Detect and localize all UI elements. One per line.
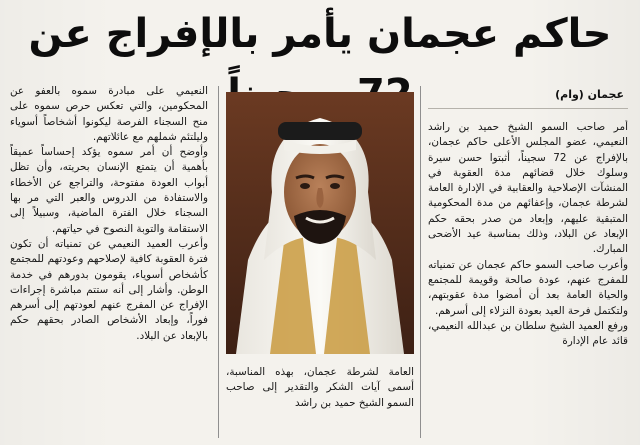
article-column-left	[10, 84, 208, 438]
paragraph: أمر صاحب السمو الشيخ حميد بن راشد النعيمي، عضو المجلس الأعلى حاكم عجمان، بالإفراج عن 72 سجيناً، أثبتوا حسن سيرة وسلوك خلال قضائهم مدة العقوبة في المنشآت الإصلاحية والعقابية في الإدارة العامة لشرطة عجمان، وإعفائهم من مدة المحكومية المتبقية عليهم، وإبعاد من صدر بحقه حكم الإبعاد عن البلاد، وذلك بمناسبة عيد الأضحى المبارك.	[428, 121, 628, 256]
paragraph: ورفع العميد الشيخ سلطان بن عبدالله النعيمي، قائد عام الإدارة	[428, 319, 628, 348]
headline: حاكم عجمان يأمر بالإفراج عن	[28, 11, 612, 57]
byline-rule	[428, 108, 628, 109]
portrait-photo	[226, 92, 414, 354]
portrait-illustration	[226, 92, 414, 354]
column-divider-right	[420, 86, 421, 438]
column-divider-left	[218, 86, 219, 438]
paragraph: العامة لشرطة عجمان، بهذه المناسبة، أسمى آيات الشكر والتقدير إلى صاحب السمو الشيخ حميد بن راشد	[226, 366, 414, 409]
paragraph: وأوضح أن أمر سموه يؤكد إحساساً عميقاً بأهمية أن يتمتع الإنسان بحريته، وأن تظل أبواب العودة مفتوحة، والتراجع عن الأخطاء والاستفادة من الدروس والعبر التي مر بها السجناء خلال الفترة الماضية، وسبيلاً إلى الاستقامة والتوبة النصوح في حياتهم.	[10, 146, 208, 235]
paragraph: وأعرب العميد النعيمي عن تمنياته أن تكون فترة العقوبة كافية لإصلاحهم وعودتهم للمجتمع كأشخاص أسوياء، يقومون بدورهم في خدمة الوطن. وأشار إلى أنه ستتم مباشرة إجراءات الإفراج عن المفرج عنهم لعودتهم إلى أسرهم فوراً، وإبعاد الأشخاص الصادر بحقهم حكم بالإبعاد عن البلاد.	[10, 237, 208, 342]
article-column-right	[428, 120, 628, 438]
paragraph: وأعرب صاحب السمو حاكم عجمان عن تمنياته للمفرج عنهم، عودة صالحة وقويمة للمجتمع والحياة العامة بعد أن أمضوا مدة عقوبتهم، ولتكتمل فرحة العيد بعودة النزلاء إلى أسرهم.	[428, 258, 628, 317]
article-column-middle	[226, 365, 414, 437]
byline: عجمان (وام)	[555, 88, 624, 101]
paragraph: النعيمي على مبادرة سموه بالعفو عن المحكومين، والتي تعكس حرص سموه على منح السجناء الفرصة ليكونوا أشخاصاً أسوياء وليلتئم شملهم مع عائلاتهم.	[10, 85, 208, 143]
